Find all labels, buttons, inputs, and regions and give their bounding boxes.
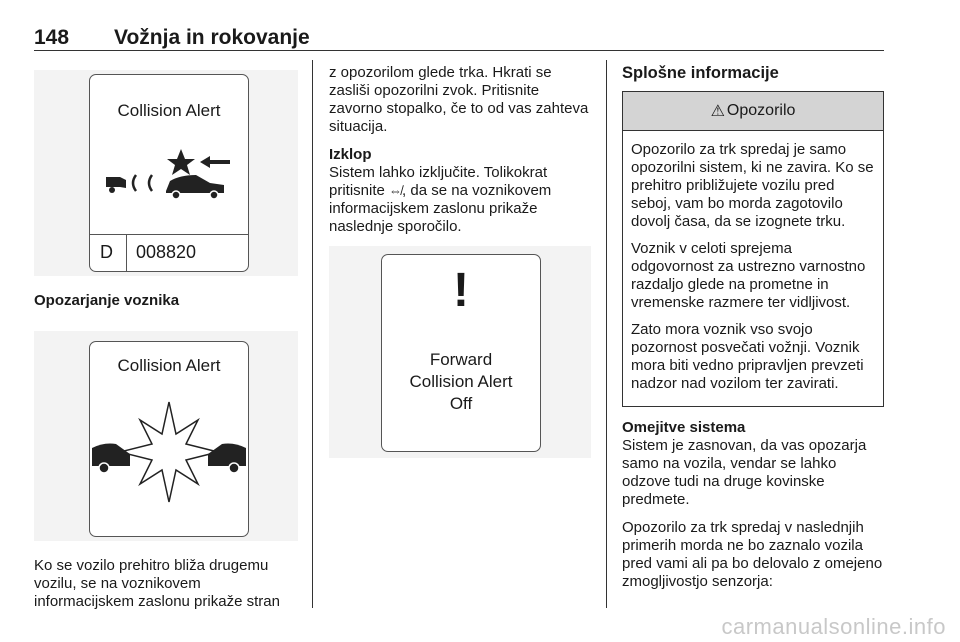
column-left bbox=[34, 70, 298, 621]
watermark: carmanualsonline.info bbox=[721, 614, 946, 639]
paragraph: z opozorilom glede trka. Hkrati se zasliši opozorilni zvok. Pritisnite zavorno stopalko, če to od vas zahteva situacija. bbox=[329, 64, 589, 135]
odometer-value: 008820 bbox=[136, 242, 197, 262]
paragraph: Ko se vozilo prehitro bliža drugemu vozilu, se na voznikovem informacijskem zaslonu prikaže stran bbox=[34, 557, 280, 610]
steering-button-icon: ⇎ bbox=[389, 183, 403, 198]
section-title: Splošne informacije bbox=[622, 64, 779, 82]
figure-fca-off bbox=[329, 246, 591, 458]
column-divider bbox=[606, 60, 607, 608]
subheading-izklop: Izklop bbox=[329, 146, 372, 163]
exclamation-icon: ! bbox=[453, 264, 469, 317]
page-title: Vožnja in rokovanje bbox=[114, 26, 310, 49]
figure-collision-alert-setting bbox=[34, 70, 298, 276]
figure-collision-alert-warning bbox=[34, 331, 298, 541]
display-line: Off bbox=[449, 394, 473, 413]
collision-star-icon bbox=[90, 392, 248, 512]
column-divider bbox=[312, 60, 313, 608]
warning-header bbox=[623, 92, 883, 131]
display-line: Collision Alert bbox=[409, 372, 513, 391]
warning-paragraph: Opozorilo za trk spredaj je samo opozorilni sistem, ki ne zavira. Ko se prehitro približujete vozilu pred seboj, vam bo morda zagotovilo dovolj časa, da se izognete trku. bbox=[631, 141, 874, 230]
display-screen bbox=[89, 341, 249, 537]
gear-letter: D bbox=[100, 242, 113, 262]
column-middle bbox=[329, 64, 591, 458]
warning-paragraph: Voznik v celoti sprejema odgovornost za ustrezno varnostno razdaljo glede na prometne in vremenske razmere ter vidljivost. bbox=[631, 240, 866, 311]
column-right bbox=[622, 64, 884, 601]
display-title: Collision Alert bbox=[117, 356, 221, 375]
paragraph: Sistem je zasnovan, da vas opozarja samo na vozila, vendar se lahko odzove tudi na druge kovinske predmete. bbox=[622, 437, 867, 508]
paragraph-izklop: Sistem lahko izključite. Tolikokrat pritisnite ⇎, da se na voznikovem informacijskem zaslonu prikaže naslednje sporočilo. bbox=[329, 164, 552, 235]
warning-triangle-icon: ⚠ bbox=[710, 103, 725, 120]
figure-caption: Opozarjanje voznika bbox=[34, 292, 180, 309]
display-screen bbox=[89, 74, 249, 272]
display-title: Collision Alert bbox=[117, 101, 221, 120]
page-header bbox=[34, 22, 884, 51]
vehicle-ahead-icon bbox=[96, 147, 246, 207]
paragraph: Opozorilo za trk spredaj v naslednjih primerih morda ne bo zaznalo vozila pred vami ali pa bo delovalo z omejeno zmogljivostjo senzorja: bbox=[622, 519, 883, 590]
page-number: 148 bbox=[34, 26, 70, 49]
warning-title: Opozorilo bbox=[726, 102, 796, 119]
display-status-row bbox=[90, 234, 248, 271]
warning-box bbox=[622, 91, 884, 407]
display-screen bbox=[381, 254, 541, 452]
subheading-omejitve: Omejitve sistema bbox=[622, 419, 746, 436]
warning-paragraph: Zato mora voznik vso svojo pozornost posvečati vožnji. Voznik mora biti vedno pripravljen prevzeti nadzor nad vozilom ter zavirati. bbox=[631, 321, 864, 392]
display-line: Forward bbox=[429, 350, 493, 369]
